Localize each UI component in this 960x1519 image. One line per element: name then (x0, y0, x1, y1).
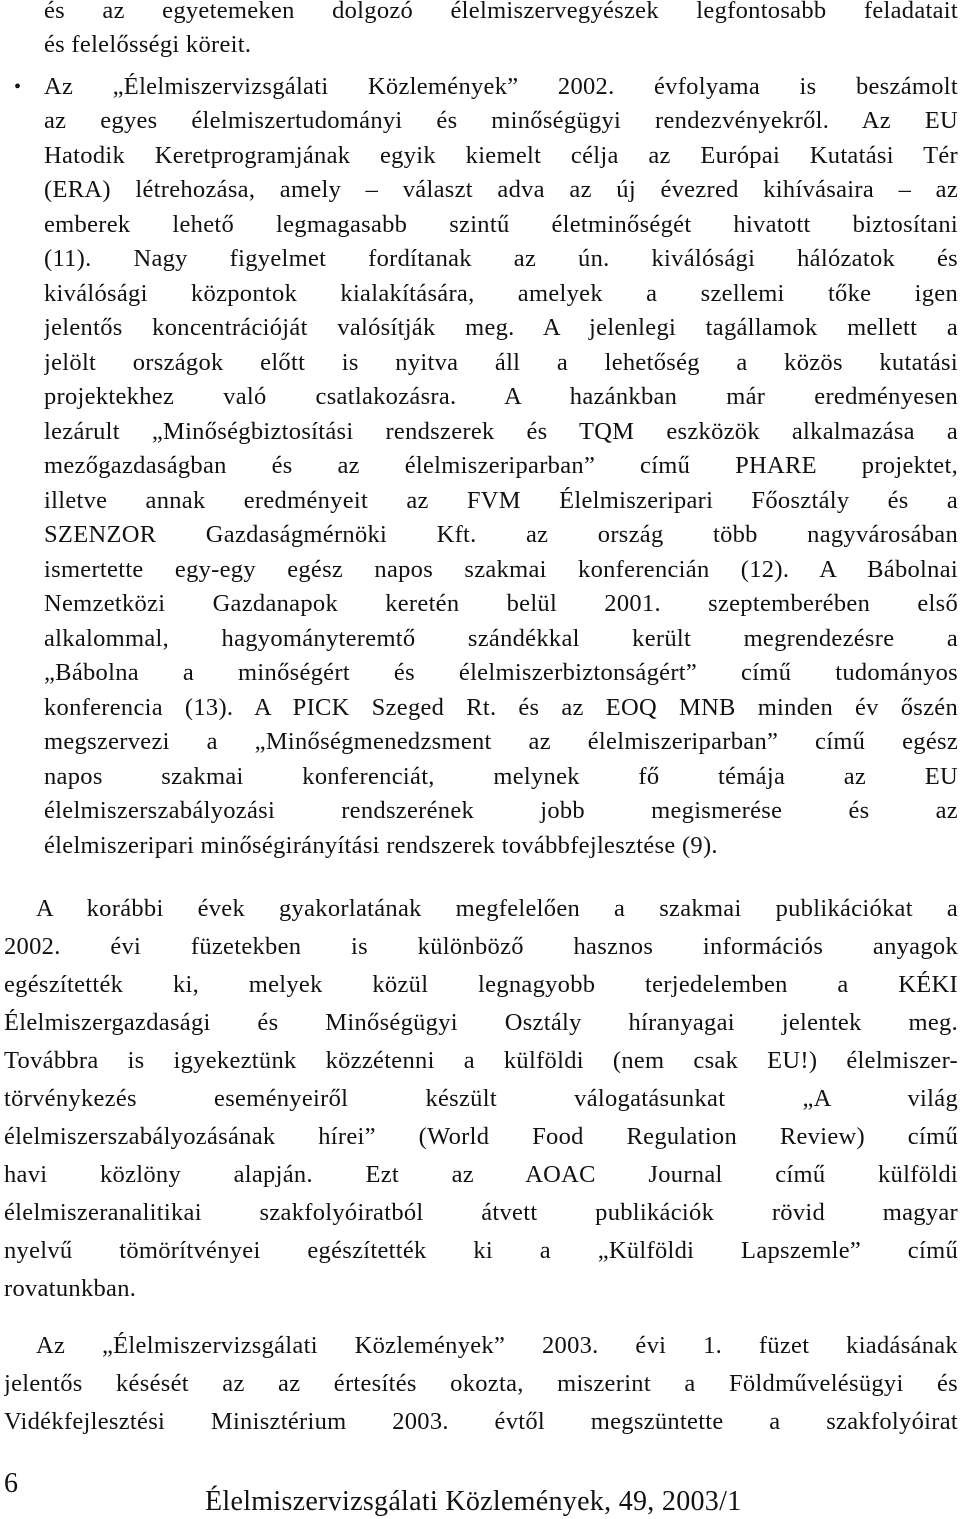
paragraph-line: egészítették ki, melyek közül legnagyobb terjedelemben a KÉKI (4, 971, 958, 998)
list-line: és felelősségi köreit. (44, 31, 252, 58)
list-line: SZENZOR Gazdaságmérnöki Kft. az ország több nagyvárosában (44, 521, 958, 548)
list-line: élelmiszerszabályozási rendszerének jobb megismerése és az (44, 797, 958, 824)
paragraph-line: törvénykezés eseményeiről készült válogatásunkat „A világ (4, 1085, 958, 1112)
paragraph-line: rovatunkban. (4, 1275, 137, 1302)
paragraph-line: élelmiszeranalitikai szakfolyóiratból átvett publikációk rövid magyar (4, 1199, 958, 1226)
list-line: élelmiszeripari minőségirányítási rendszerek továbbfejlesztése (9). (44, 832, 718, 859)
paragraph-line: 2002. évi füzetekben is különböző hasznos információs anyagok (4, 933, 958, 960)
list-line: az egyes élelmiszertudományi és minőségügyi rendezvényekről. Az EU (44, 107, 958, 134)
paragraph-line: nyelvű tömörítvényei egészítették ki a „Külföldi Lapszemle” című (4, 1237, 958, 1264)
list-line: „Bábolna a minőségért és élelmiszerbiztonságért” című tudományos (44, 659, 958, 686)
list-line: jelölt országok előtt is nyitva áll a lehetőség a közös kutatási (44, 349, 958, 376)
list-line: ismertette egy-egy egész napos szakmai konferencián (12). A Bábolnai (44, 556, 958, 583)
list-line: jelentős koncentrációját valósítják meg. A jelenlegi tagállamok mellett a (44, 314, 958, 341)
list-line: (11). Nagy figyelmet fordítanak az ún. kiválósági hálózatok és (44, 245, 958, 272)
list-line: megszervezi a „Minőségmenedzsment az élelmiszeriparban” című egész (44, 728, 958, 755)
list-line: alkalommal, hagyományteremtő szándékkal került megrendezésre a (44, 625, 958, 652)
list-line: kiválósági központok kialakítására, amelyek a szellemi tőke igen (44, 280, 958, 307)
list-line: Hatodik Keretprogramjának egyik kiemelt célja az Európai Kutatási Tér (44, 142, 958, 169)
paragraph-line: Az „Élelmiszervizsgálati Közlemények” 2003. évi 1. füzet kiadásának (36, 1332, 958, 1359)
list-line: Az „Élelmiszervizsgálati Közlemények” 2002. évfolyama is beszámolt (44, 73, 958, 100)
list-line: Nemzetközi Gazdanapok keretén belül 2001. szeptemberében első (44, 590, 958, 617)
paragraph-line: jelentős késését az az értesítés okozta, miszerint a Földművelésügyi és (4, 1370, 958, 1397)
list-line: mezőgazdaságban és az élelmiszeriparban” című PHARE projektet, (44, 452, 958, 479)
list-line: és az egyetemeken dolgozó élelmiszervegyészek legfontosabb feladatait (44, 0, 958, 24)
paragraph-line: Továbbra is igyekeztünk közzétenni a külföldi (nem csak EU!) élelmiszer- (4, 1047, 958, 1074)
list-line: illetve annak eredményeit az FVM Élelmiszeripari Főosztály és a (44, 487, 958, 514)
paragraph-line: élelmiszerszabályozásának hírei” (World Food Regulation Review) című (4, 1123, 958, 1150)
list-line: konferencia (13). A PICK Szeged Rt. és az EOQ MNB minden év őszén (44, 694, 958, 721)
paragraph-line: Élelmiszergazdasági és Minőségügyi Osztály híranyagai jelentek meg. (4, 1009, 958, 1036)
paragraph-line: A korábbi évek gyakorlatának megfelelően a szakmai publikációkat a (36, 895, 958, 922)
bullet-icon: • (14, 76, 22, 98)
paragraph-line: Vidékfejlesztési Minisztérium 2003. évtől megszüntette a szakfolyóirat (4, 1408, 958, 1435)
list-line: projektekhez való csatlakozásra. A hazánkban már eredményesen (44, 383, 958, 410)
list-line: lezárult „Minőségbiztosítási rendszerek és TQM eszközök alkalmazása a (44, 418, 958, 445)
running-footer: Élelmiszervizsgálati Közlemények, 49, 2003/1 (205, 1486, 742, 1517)
list-line: (ERA) létrehozása, amely – választ adva az új évezred kihívásaira – az (44, 176, 958, 203)
list-line: emberek lehető legmagasabb szintű életminőségét hivatott biztosítani (44, 211, 958, 238)
paragraph-line: havi közlöny alapján. Ezt az AOAC Journal című külföldi (4, 1161, 958, 1188)
page-number: 6 (4, 1468, 19, 1499)
list-line: napos szakmai konferenciát, melynek fő témája az EU (44, 763, 958, 790)
